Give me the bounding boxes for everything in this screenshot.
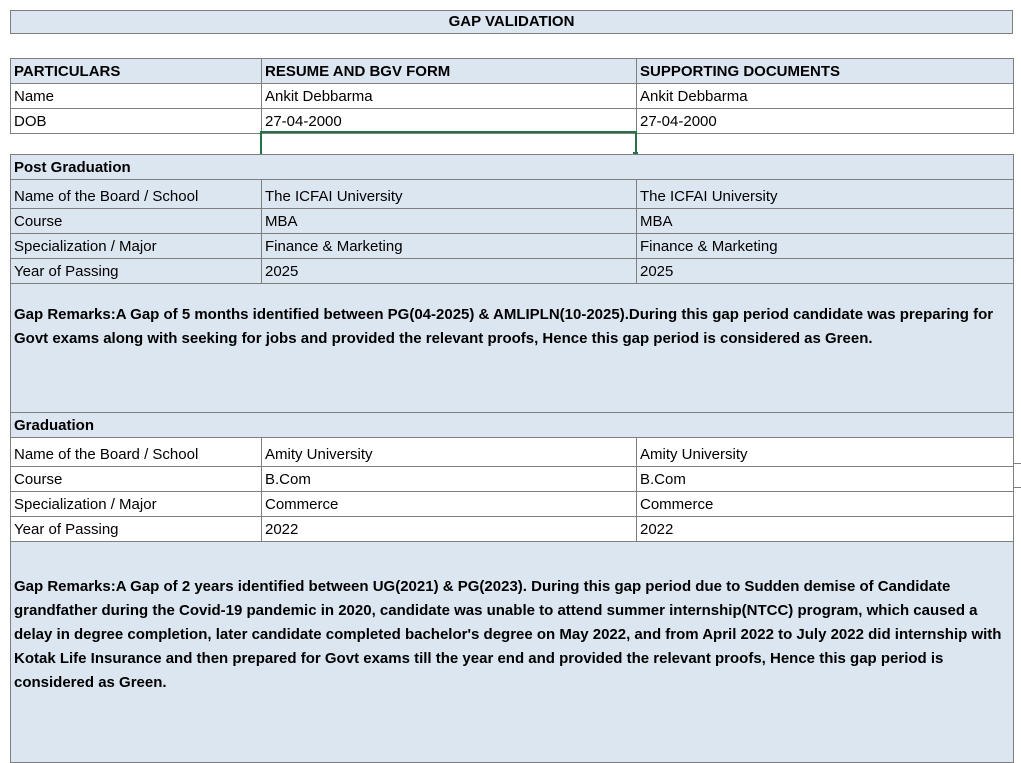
row-resume[interactable]: MBA <box>262 209 637 234</box>
row-docs[interactable]: Finance & Marketing <box>637 234 1014 259</box>
selected-cell[interactable] <box>260 131 637 156</box>
table-row <box>11 209 1014 234</box>
row-resume[interactable]: Amity University <box>262 438 637 467</box>
row-label[interactable]: Specialization / Major <box>11 492 262 517</box>
row-label[interactable]: Course <box>11 467 262 492</box>
header-docs: SUPPORTING DOCUMENTS <box>637 59 1014 84</box>
header-resume: RESUME AND BGV FORM <box>262 59 637 84</box>
ug-remarks[interactable]: Gap Remarks:A Gap of 2 years identified between UG(2021) & PG(2023). During this gap period due to Sudden demise of Candidate grandfather during the Covid-19 pandemic in 2020, candidate was unable to attend summer internship(NTCC) program, which caused a delay in degree completion, later candidate completed bachelor's degree on May 2022, and from April 2022 to July 2022 did internship with Kotak Life Insurance and then prepared for Govt exams till the year end and provided the relevant proofs, Hence this gap period is considered as Green. <box>11 542 1014 763</box>
ug-heading[interactable]: Graduation <box>11 413 1014 438</box>
section-heading-row <box>11 413 1014 438</box>
page-title: GAP VALIDATION <box>10 10 1013 34</box>
header-particulars: PARTICULARS <box>11 59 262 84</box>
row-resume[interactable]: Commerce <box>262 492 637 517</box>
row-label[interactable]: Year of Passing <box>11 259 262 284</box>
table-row <box>11 517 1014 542</box>
row-label[interactable]: Name of the Board / School <box>11 180 262 209</box>
table-row <box>11 180 1014 209</box>
row-docs[interactable]: 2025 <box>637 259 1014 284</box>
row-resume[interactable]: The ICFAI University <box>262 180 637 209</box>
row-docs[interactable]: Amity University <box>637 438 1014 467</box>
remarks-row <box>11 542 1014 763</box>
table-row <box>11 492 1014 517</box>
row-label[interactable]: Year of Passing <box>11 517 262 542</box>
row-docs[interactable]: B.Com <box>637 467 1014 492</box>
pg-heading[interactable]: Post Graduation <box>11 155 1014 180</box>
row-label[interactable]: Specialization / Major <box>11 234 262 259</box>
table-row <box>11 438 1014 467</box>
section-heading-row <box>11 155 1014 180</box>
row-resume[interactable]: Ankit Debbarma <box>262 84 637 109</box>
row-resume[interactable]: 27-04-2000 <box>262 109 637 134</box>
pg-table <box>10 154 1014 414</box>
row-docs[interactable]: The ICFAI University <box>637 180 1014 209</box>
ug-table <box>10 412 1014 763</box>
row-label[interactable]: Name <box>11 84 262 109</box>
table-row <box>11 234 1014 259</box>
row-docs[interactable]: MBA <box>637 209 1014 234</box>
row-docs[interactable]: 2022 <box>637 517 1014 542</box>
gridline-stub <box>1013 463 1021 464</box>
table-row <box>11 467 1014 492</box>
row-resume[interactable]: 2022 <box>262 517 637 542</box>
gridline-stub <box>1013 487 1021 488</box>
table-row <box>11 84 1014 109</box>
remarks-row <box>11 284 1014 414</box>
row-resume[interactable]: 2025 <box>262 259 637 284</box>
pg-remarks[interactable]: Gap Remarks:A Gap of 5 months identified between PG(04-2025) & AMLIPLN(10-2025).During this gap period candidate was preparing for Govt exams along with seeking for jobs and provided the relevant proofs, Hence this gap period is considered as Green. <box>11 284 1014 414</box>
row-resume[interactable]: B.Com <box>262 467 637 492</box>
row-docs[interactable]: Commerce <box>637 492 1014 517</box>
row-label[interactable]: DOB <box>11 109 262 134</box>
row-docs[interactable]: Ankit Debbarma <box>637 84 1014 109</box>
row-label[interactable]: Course <box>11 209 262 234</box>
row-resume[interactable]: Finance & Marketing <box>262 234 637 259</box>
table-row <box>11 259 1014 284</box>
header-row <box>11 59 1014 84</box>
row-docs[interactable]: 27-04-2000 <box>637 109 1014 134</box>
table-row <box>11 109 1014 134</box>
row-label[interactable]: Name of the Board / School <box>11 438 262 467</box>
personal-table <box>10 58 1014 134</box>
